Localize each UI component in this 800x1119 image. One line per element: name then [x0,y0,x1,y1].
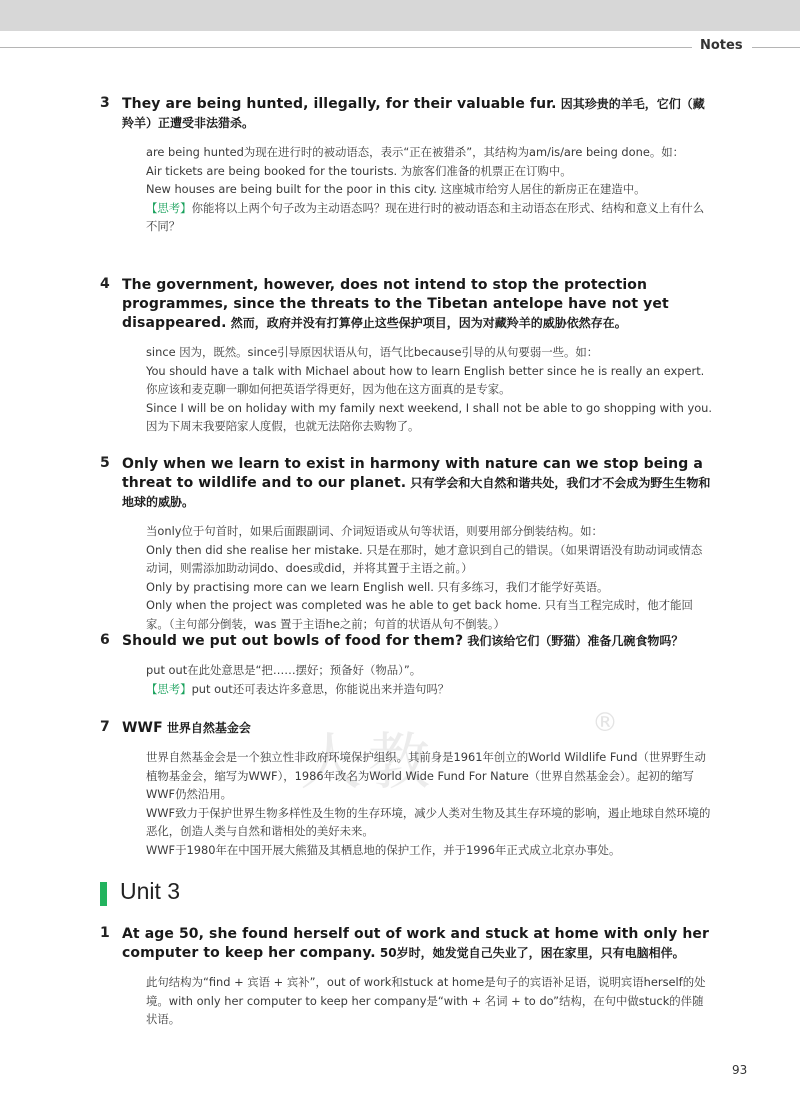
body-line: Only when the project was completed was he able to get back home. 只有当工程完成时，他才能回家。（主句部分倒装，was 置于主语he之前；句首的状语从句不倒装。） [146,598,693,631]
heading-chinese: 我们该给它们（野猫）准备几碗食物吗？ [463,634,684,648]
body-line: 当only位于句首时，如果后面跟副词、介词短语或从句等状语，则要用部分倒装结构。如： [146,524,603,538]
heading-chinese: 因其珍贵的羊毛，它们（藏羚羊）正遭受非法猎杀。 [122,97,705,130]
item-body [146,748,712,859]
item-heading [122,455,712,512]
think-tag: 【思考】 [146,681,192,696]
body-line: are being hunted为现在进行时的被动语态，表示“正在被猎杀”，其结构为am/is/are being done。如： [146,145,685,159]
note-item-5 [100,455,712,633]
item-number: 5 [100,455,110,471]
body-line: put out在此处意思是“把……摆好；预备好（物品）”。 [146,663,422,677]
item-body [146,143,712,236]
heading-english: WWF [122,720,163,736]
note-item-3 [100,95,712,236]
body-line: Air tickets are being booked for the tourists. 为旅客们准备的机票正在订购中。 [146,163,572,178]
body-line: WWF致力于保护世界生物多样性及生物的生存环境，减少人类对生物及其生存环境的影响，遏止地球自然环境的恶化，创造人类与自然和谐相处的美好未来。 [146,805,711,838]
body-line: Only by practising more can we learn English well. 只有多练习，我们才能学好英语。 [146,579,609,594]
note-item-4 [100,276,712,436]
item-body [146,661,712,698]
item-body [146,522,712,633]
item-number: 7 [100,719,110,735]
unit-note-item-1 [100,925,712,1029]
body-line: You should have a talk with Michael about how to learn English better since he is really an expert. 你应该和麦克聊一聊如何把英语学得更好，因为他在这方面真的是专家。 [146,363,705,396]
heading-chinese: 只有学会和大自然和谐共处，我们才不会成为野生生物和地球的威胁。 [122,476,711,509]
note-item-6 [100,632,712,698]
item-number: 1 [100,925,110,941]
body-line: 世界自然基金会是一个独立性非政府环境保护组织。其前身是1961年创立的World Wildlife Fund（世界野生动植物基金会，缩写为WWF），1986年改名为World Wide Fund For Nature（世界自然基金会）。起初的缩写WWF仍然沿用。 [146,750,706,801]
note-item-7 [100,719,712,859]
page-number: 93 [732,1063,748,1077]
body-line: Only then did she realise her mistake. 只是在那时，她才意识到自己的错误。（如果谓语没有助动词或情态动词，则需添加助动词do、does或did，并将其置于主语之前。） [146,542,703,575]
heading-chinese: 50岁时，她发觉自己失业了，困在家里，只有电脑相伴。 [375,946,685,960]
body-line: 此句结构为“find + 宾语 + 宾补”，out of work和stuck at home是句子的宾语补足语，说明宾语herself的处境。with only her computer to keep her company是“with + 名词 + to do”结构，在句中做stuck的伴随状语。 [146,975,706,1026]
body-line: since 因为，既然。since引导原因状语从句，语气比because引导的从句要弱一些。如： [146,345,599,359]
item-heading [122,925,712,963]
unit-title: Unit 3 [120,878,181,904]
unit-accent-bar [100,882,107,906]
header-rule-right [752,47,800,48]
think-text: 你能将以上两个句子改为主动语态吗？现在进行时的被动语态和主动语态在形式、结构和意义上有什么不同？ [146,200,705,233]
item-heading [122,719,712,738]
header-rule [0,47,692,48]
item-number: 3 [100,95,110,111]
heading-english: The government, however, does not intend to stop the protection programmes, since the threats to the Tibetan antelope have not yet disappeared. [122,277,669,331]
body-line: Since I will be on holiday with my family next weekend, I shall not be able to go shopping with you. 因为下周末我要陪家人度假，也就无法陪你去购物了。 [146,400,713,433]
body-line: WWF于1980年在中国开展大熊猫及其栖息地的保护工作，并于1996年正式成立北京办事处。 [146,842,621,857]
item-heading [122,632,712,651]
heading-chinese: 世界自然基金会 [162,721,251,735]
heading-english: Should we put out bowls of food for them? [122,633,464,649]
top-bar [0,0,800,31]
heading-english: At age 50, she found herself out of work and stuck at home with only her computer to keep her company. [122,926,710,961]
item-heading [122,276,712,333]
item-body [146,973,712,1029]
heading-english: Only when we learn to exist in harmony with nature can we stop being a threat to wildlife and to our planet. [122,456,703,491]
item-heading [122,95,712,133]
item-number: 6 [100,632,110,648]
think-text: put out还可表达许多意思，你能说出来并造句吗？ [191,681,450,696]
think-line [146,680,712,699]
heading-chinese: 然而，政府并没有打算停止这些保护项目，因为对藏羚羊的威胁依然存在。 [226,316,627,330]
watermark: 人教 [300,725,437,798]
heading-english: They are being hunted, illegally, for their valuable fur. [122,96,557,112]
body-line: New houses are being built for the poor in this city. 这座城市给穷人居住的新房正在建造中。 [146,182,646,196]
item-number: 4 [100,276,110,292]
think-line [146,199,712,236]
item-body [146,343,712,436]
think-tag: 【思考】 [146,200,192,215]
notes-label: Notes [700,38,743,53]
registered-mark: ® [592,708,618,738]
